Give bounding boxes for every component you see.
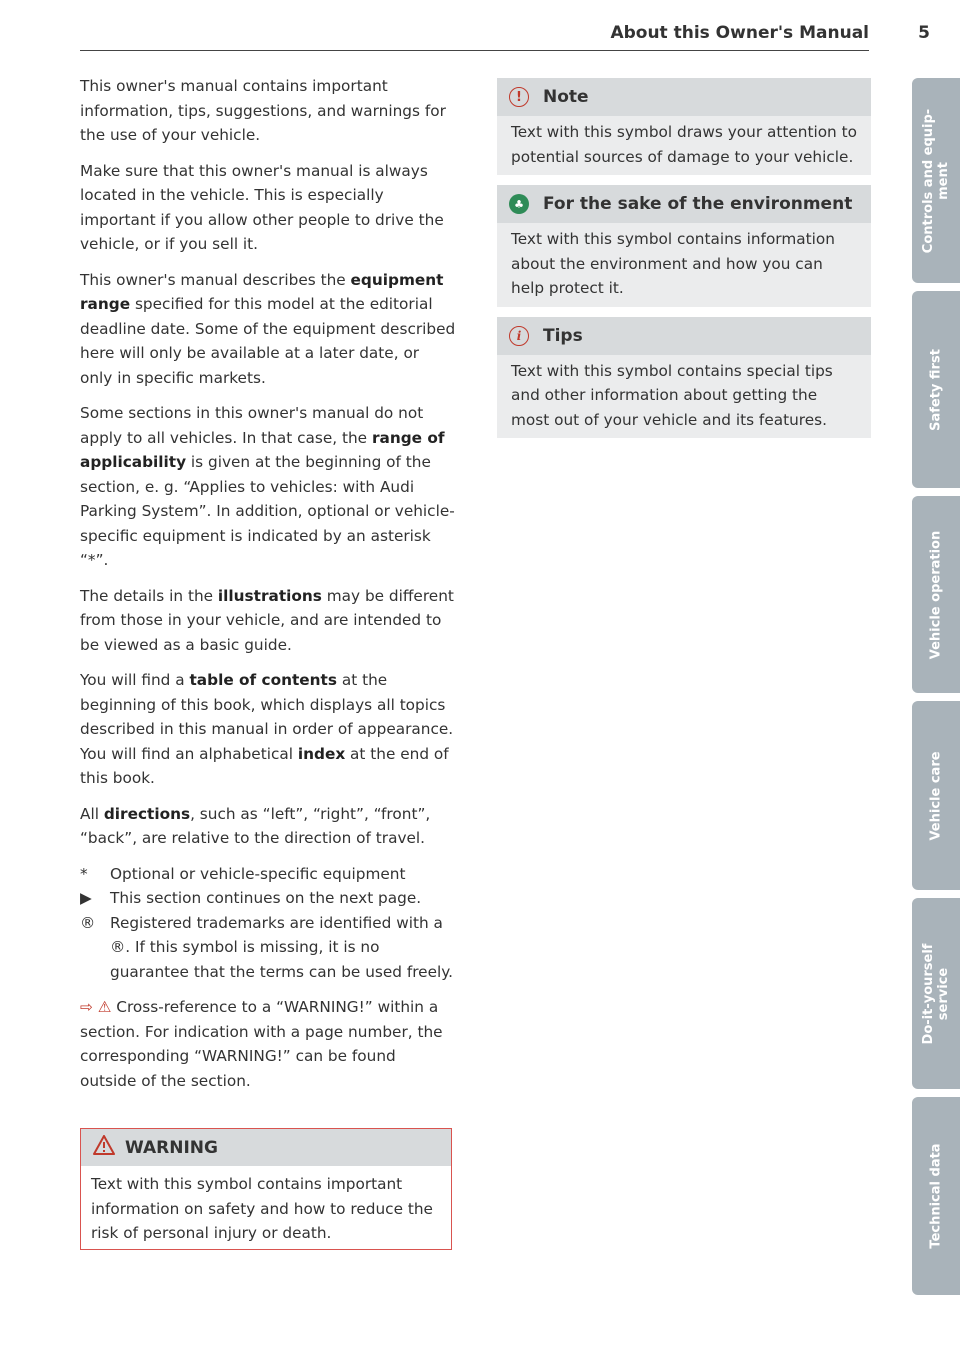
warning-box — [80, 1128, 452, 1250]
warning-title: WARNING — [125, 1137, 218, 1158]
legend-item-registered — [80, 911, 456, 985]
main-text-column — [80, 74, 456, 1104]
warning-triangle-icon: ⚠ — [97, 998, 112, 1016]
symbol-legend — [80, 862, 456, 985]
directions-term: directions — [103, 804, 191, 823]
table-of-contents-term: table of contents — [189, 671, 337, 689]
tab-vehicle-care[interactable] — [912, 701, 960, 890]
tab-label: Vehicle care — [928, 750, 944, 841]
page-number: 5 — [918, 23, 930, 43]
arrow-right-icon: ⇨ — [80, 998, 93, 1016]
illustrations-term: illustrations — [217, 586, 322, 605]
tab-label: Do-it-yourself service — [921, 943, 951, 1044]
equipment-range-term: equipment range — [80, 270, 444, 313]
toc-paragraph: You will find a table of contents at the beginning of this book, which displays all topics described in this manual in order of appearance. You will find an alphabetical index at the end of this book. — [80, 671, 454, 787]
illustrations-paragraph: The details in the illustrations may be different from those in your vehicle, and are intended to be viewed as a basic guide. — [80, 586, 454, 654]
tab-label: Technical data — [928, 1143, 944, 1249]
equipment-range-paragraph: This owner's manual describes the equipment range specified for this model at the editorial deadline date. Some of the equipment described here will only be available at a later date, or only in specific markets. — [80, 270, 456, 387]
note-box — [497, 78, 871, 175]
legend-text: Optional or vehicle-specific equipment — [110, 864, 406, 883]
info-circle-icon: i — [509, 326, 529, 346]
play-arrow-icon: ▶ — [80, 889, 92, 907]
tips-body: Text with this symbol contains special tips and other information about getting the most out of your vehicle and its features. — [497, 355, 871, 439]
tree-icon: ♣ — [509, 194, 529, 214]
environment-body: Text with this symbol contains information about the environment and how you can help protect it. — [497, 223, 871, 307]
environment-header — [497, 185, 871, 223]
tab-vehicle-operation[interactable] — [912, 496, 960, 693]
asterisk-icon: * — [80, 864, 88, 883]
environment-title: For the sake of the environment — [543, 194, 853, 214]
applicability-paragraph: Some sections in this owner's manual do not apply to all vehicles. In that case, the range of applicability is given at the beginning of the section, e. g. “Applies to vehicles: with Audi Parking System”. In addition, optional or vehicle-specific equipment is indicated by an asterisk “*”. — [80, 404, 455, 569]
tab-safety-first[interactable] — [912, 291, 960, 488]
tab-label: Safety first — [928, 348, 944, 431]
tips-title: Tips — [543, 325, 583, 346]
tab-controls-and-equipment[interactable] — [912, 78, 960, 283]
index-term: index — [297, 744, 346, 763]
note-header — [497, 78, 871, 116]
intro-paragraph: This owner's manual contains important information, tips, suggestions, and warnings for the use of your vehicle. — [80, 77, 446, 144]
legend-item-continues — [80, 886, 456, 911]
tab-do-it-yourself-service[interactable] — [912, 898, 960, 1089]
tips-header — [497, 317, 871, 355]
location-paragraph: Make sure that this owner's manual is always located in the vehicle. This is especially important if you allow other people to drive the vehicle, or if you sell it. — [80, 161, 444, 253]
warning-body: Text with this symbol contains important information on safety and how to reduce the risk of personal injury or death. — [91, 1175, 433, 1242]
note-body: Text with this symbol draws your attention to potential sources of damage to your vehicle. — [497, 116, 871, 175]
note-title: Note — [543, 87, 589, 107]
environment-box — [497, 185, 871, 307]
warning-header — [81, 1129, 451, 1166]
tab-label: Controls and equip- ment — [921, 108, 951, 253]
tips-box — [497, 317, 871, 439]
header-title: About this Owner's Manual — [610, 23, 869, 43]
tab-technical-data[interactable] — [912, 1097, 960, 1295]
exclamation-circle-icon: ! — [509, 87, 529, 107]
tab-label: Vehicle operation — [928, 530, 944, 659]
directions-paragraph: All directions, such as “left”, “right”, “front”, “back”, are relative to the direction of travel. — [80, 804, 431, 847]
range-of-applicability-term: range of applicability — [80, 428, 445, 471]
warning-triangle-icon — [93, 1135, 115, 1160]
legend-text: This section continues on the next page. — [110, 889, 422, 907]
info-boxes-column — [497, 78, 871, 438]
legend-item-asterisk — [80, 862, 456, 887]
header-divider — [80, 50, 869, 51]
cross-reference-paragraph: ⇨ ⚠ Cross-reference to a “WARNING!” within a section. For indication with a page number, the corresponding “WARNING!” can be found outside of the section. — [80, 998, 443, 1090]
legend-text: Registered trademarks are identified with a ®. If this symbol is missing, it is no guarantee that the terms can be used freely. — [110, 913, 453, 981]
registered-mark-icon: ® — [80, 913, 96, 932]
